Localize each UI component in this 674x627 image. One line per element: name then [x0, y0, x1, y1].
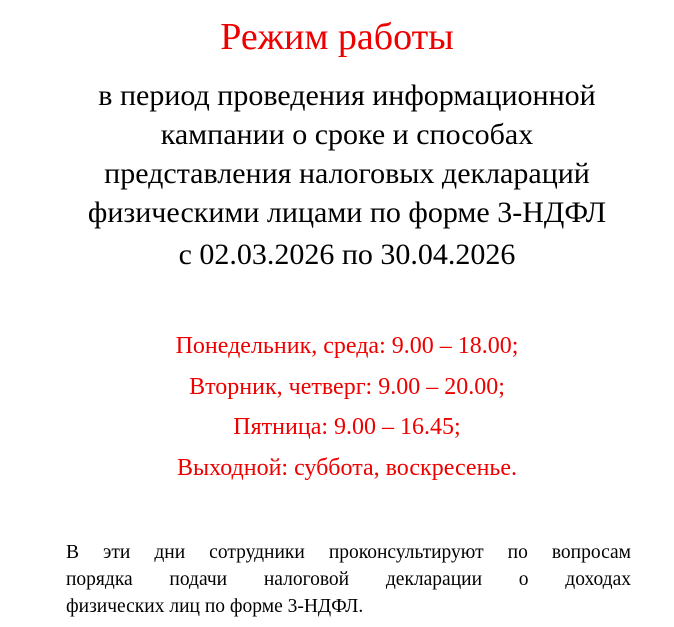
page-title: Режим работы	[220, 16, 454, 58]
subtitle-line: физическими лицами по форме 3-НДФЛ	[87, 196, 607, 229]
schedule-item-fri: Пятница: 9.00 – 16.45;	[233, 414, 461, 440]
subtitle-line: представления налоговых деклараций	[104, 157, 590, 190]
date-period: с 02.03.2026 по 30.04.2026	[178, 238, 516, 271]
subtitle-line: кампании о сроке и способах	[160, 118, 534, 151]
schedule-item-tue-thu: Вторник, четверг: 9.00 – 20.00;	[189, 373, 505, 400]
subtitle	[0, 76, 674, 232]
schedule-item-mon-wed: Понедельник, среда: 9.00 – 18.00;	[175, 333, 519, 359]
schedule-item-weekend: Выходной: суббота, воскресенье.	[176, 454, 518, 481]
consultation-note	[66, 539, 631, 620]
note-line: физических лиц по форме 3-НДФЛ.	[66, 596, 364, 617]
subtitle-line: в период проведения информационной	[98, 79, 596, 112]
note-line: В эти дни сотрудники проконсультируют по вопросам	[66, 542, 631, 563]
schedule-list	[0, 326, 674, 488]
note-line: порядка подачи налоговой декларации о доходах	[66, 569, 631, 590]
